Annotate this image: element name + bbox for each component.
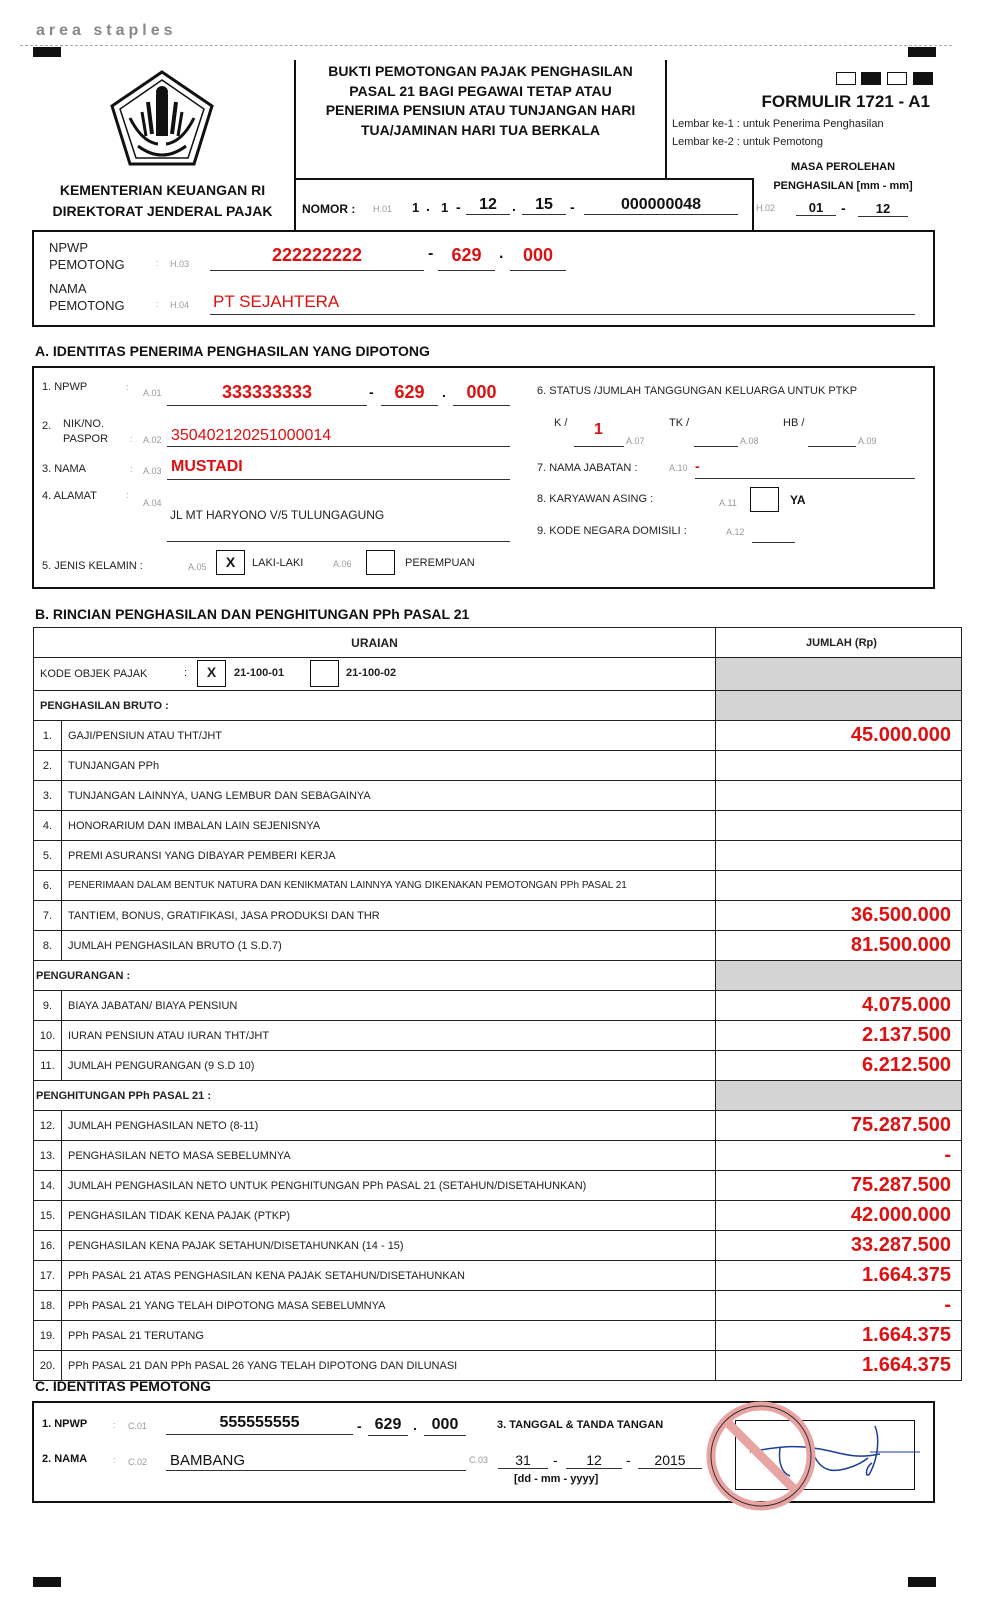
kode-colon: : [184, 667, 188, 679]
table-row [34, 751, 962, 781]
a-alamat-code: A.04 [143, 498, 162, 508]
table-row [34, 781, 962, 811]
label-line: NPWP [49, 240, 88, 255]
table-row [34, 991, 962, 1021]
a-negara-label: 9. KODE NEGARA DOMISILI : [537, 525, 687, 537]
row-number: 9. [34, 991, 62, 1021]
a-jk-female: PEREMPUAN [405, 557, 475, 569]
dot: . [512, 198, 516, 214]
row-amount[interactable] [716, 751, 962, 781]
row-label: BIAYA JABATAN/ BIAYA PENSIUN [62, 991, 716, 1021]
bruto-heading: PENGHASILAN BRUTO : [34, 691, 716, 721]
colon: : [156, 299, 159, 309]
row-label: PENGHASILAN TIDAK KENA PAJAK (PTKP) [62, 1201, 716, 1231]
row-label: JUMLAH PENGHASILAN NETO (8-11) [62, 1111, 716, 1141]
row-label: PENERIMAAN DALAM BENTUK NATURA DAN KENIKMATAN LAINNYA YANG DIKENAKAN PEMOTONGAN PPh PASAL 21 [62, 871, 716, 901]
kode-label: KODE OBJEK PAJAK [40, 668, 148, 680]
kode-1: 21-100-01 [234, 667, 285, 679]
a-tk-code: A.08 [740, 436, 759, 446]
a-nama-value[interactable]: MUSTADI [167, 458, 510, 480]
row-label: JUMLAH PENGURANGAN (9 S.D 10) [62, 1051, 716, 1081]
kode-21-100-02-checkbox[interactable] [310, 660, 339, 687]
a-npwp-code: A.01 [143, 388, 162, 398]
amount-shaded [716, 691, 962, 721]
area-staples-label: area staples [36, 22, 177, 39]
female-checkbox[interactable] [366, 550, 395, 575]
a-k-code: A.07 [626, 436, 645, 446]
row-number: 12. [34, 1111, 62, 1141]
section-c-title: C. IDENTITAS PEMOTONG [35, 1378, 212, 1394]
a-status-label: 6. STATUS /JUMLAH TANGGUNGAN KELUARGA UNTUK PTKP [537, 385, 858, 397]
corner-mark [908, 47, 936, 57]
row-number: 3. [34, 781, 62, 811]
nomor-e[interactable]: 000000048 [584, 196, 738, 215]
amount-shaded [716, 961, 962, 991]
row-label: PENGHASILAN KENA PAJAK SETAHUN/DISETAHUNKAN (14 - 15) [62, 1231, 716, 1261]
c-npwp-code: C.01 [128, 1421, 148, 1431]
table-row [34, 1231, 962, 1261]
c-date-code: C.03 [469, 1455, 489, 1465]
a-negara-underline [752, 542, 795, 543]
row-number: 19. [34, 1321, 62, 1351]
c-date-yyyy[interactable]: 2015 [638, 1452, 702, 1469]
a-jabatan-label: 7. NAMA JABATAN : [537, 462, 638, 474]
header-divider [665, 60, 667, 178]
row-label: HONORARIUM DAN IMBALAN LAIN SEJENISNYA [62, 811, 716, 841]
npwp-pemotong-code: H.03 [170, 259, 190, 269]
row-label: PPh PASAL 21 TERUTANG [62, 1321, 716, 1351]
row-number: 14. [34, 1171, 62, 1201]
a-k-label: K / [554, 417, 568, 429]
a-alamat-underline [167, 541, 510, 542]
row-number: 1. [34, 721, 62, 751]
form-title-line: PENERIMA PENSIUN ATAU TUNJANGAN HARI [325, 102, 636, 118]
a-jk-code-2: A.06 [333, 559, 352, 569]
masa-to[interactable]: 12 [858, 201, 908, 217]
dot: . [442, 384, 446, 400]
colon: : [130, 464, 133, 474]
table-row [34, 1051, 962, 1081]
a-nik-label [63, 417, 108, 447]
dash: - [553, 1452, 558, 1468]
row-number: 6. [34, 871, 62, 901]
label-line: PEMOTONG [49, 257, 125, 272]
row-amount[interactable]: 81.500.000 [716, 931, 962, 961]
a-npwp-1[interactable]: 333333333 [167, 382, 367, 406]
label-line: PASPOR [63, 433, 109, 445]
kode-objek-row [34, 658, 716, 691]
table-row [34, 931, 962, 961]
row-label: JUMLAH PENGHASILAN NETO UNTUK PENGHITUNGAN PPh PASAL 21 (SETAHUN/DISETAHUNKAN) [62, 1171, 716, 1201]
a-hb-code: A.09 [858, 436, 877, 446]
table-row [34, 1201, 962, 1231]
kode-21-100-01-checkbox[interactable]: X [197, 660, 226, 687]
form-number: FORMULIR 1721 - A1 [761, 92, 930, 111]
a-jabatan-value[interactable]: - [695, 458, 915, 479]
table-row [34, 1021, 962, 1051]
a-nama-code: A.03 [143, 466, 162, 476]
nomor-code: H.01 [373, 204, 393, 214]
dash: - [428, 245, 434, 262]
dash: - [369, 384, 374, 400]
row-amount[interactable]: 1.664.375 [716, 1321, 962, 1351]
a-nik-code: A.02 [143, 435, 162, 445]
masa-label-2: PENGHASILAN [mm - mm] [773, 180, 913, 192]
c-date-mm[interactable]: 12 [566, 1452, 622, 1469]
row-amount[interactable]: 42.000.000 [716, 1201, 962, 1231]
c-date-format: [dd - mm - yyyy] [514, 1473, 599, 1485]
c-nama-code: C.02 [128, 1457, 148, 1467]
row-label: PPh PASAL 21 DAN PPh PASAL 26 YANG TELAH DIPOTONG DAN DILUNASI [62, 1351, 716, 1381]
table-row [34, 1111, 962, 1141]
c-date-dd[interactable]: 31 [498, 1452, 548, 1469]
dash: - [626, 1452, 631, 1468]
colon: : [126, 382, 129, 392]
label-line: NAMA [49, 281, 87, 296]
a-jk-male: LAKI-LAKI [252, 557, 304, 569]
masa-from[interactable]: 01 [796, 200, 836, 216]
a-npwp-label: 1. NPWP [42, 381, 88, 393]
label-line: PEMOTONG [49, 298, 125, 313]
row-label: JUMLAH PENGHASILAN BRUTO (1 S.D.7) [62, 931, 716, 961]
foreign-employee-checkbox[interactable] [750, 487, 779, 512]
row-number: 7. [34, 901, 62, 931]
a-k-value[interactable]: 1 [594, 421, 603, 438]
table-row [34, 1171, 962, 1201]
nomor-c[interactable]: 12 [466, 196, 510, 215]
c-npwp-3[interactable]: 000 [424, 1416, 466, 1436]
row-label: PENGHASILAN NETO MASA SEBELUMNYA [62, 1141, 716, 1171]
row-amount[interactable] [716, 781, 962, 811]
table-row [34, 1321, 962, 1351]
agency-name-2: DIREKTORAT JENDERAL PAJAK [52, 203, 273, 219]
row-amount[interactable]: 1.664.375 [716, 1261, 962, 1291]
a-npwp-3[interactable]: 000 [453, 382, 510, 406]
row-number: 10. [34, 1021, 62, 1051]
col-uraian: URAIAN [34, 628, 716, 658]
row-number: 17. [34, 1261, 62, 1291]
dot: . [499, 245, 504, 262]
rincian-table [33, 627, 962, 1381]
row-amount[interactable] [716, 871, 962, 901]
table-row [34, 811, 962, 841]
nama-pemotong-label [49, 280, 125, 314]
npwp-pemotong-2[interactable]: 629 [438, 245, 495, 271]
row-amount[interactable]: 2.137.500 [716, 1021, 962, 1051]
sheet-2-note: Lembar ke-2 : untuk Pemotong [672, 136, 824, 148]
row-number: 16. [34, 1231, 62, 1261]
row-number: 18. [34, 1291, 62, 1321]
corner-mark [908, 1577, 936, 1587]
label-line: NIK/NO. [63, 418, 104, 430]
row-amount[interactable]: 1.664.375 [716, 1351, 962, 1381]
table-row [34, 871, 962, 901]
a-tk-underline [694, 446, 738, 447]
form-title-line: TUA/JAMINAN HARI TUA BERKALA [360, 121, 601, 138]
a-alamat-label: 4. ALAMAT [42, 490, 97, 502]
corner-mark [33, 1577, 61, 1587]
a-jk-label: 5. JENIS KELAMIN : [42, 560, 143, 572]
a-hb-label: HB / [783, 417, 805, 429]
nama-pemotong-value[interactable]: PT SEJAHTERA [210, 292, 915, 315]
colon: : [126, 490, 129, 500]
row-label: TUNJANGAN PPh [62, 751, 716, 781]
row-label: GAJI/PENSIUN ATAU THT/JHT [62, 721, 716, 751]
masa-code: H.02 [756, 203, 776, 213]
row-amount[interactable]: - [716, 1141, 962, 1171]
row-label: TUNJANGAN LAINNYA, UANG LEMBUR DAN SEBAGAINYA [62, 781, 716, 811]
row-number: 11. [34, 1051, 62, 1081]
male-checkbox[interactable]: X [216, 550, 245, 575]
a-k-underline [574, 446, 624, 447]
row-label: PREMI ASURANSI YANG DIBAYAR PEMBERI KERJA [62, 841, 716, 871]
row-number: 15. [34, 1201, 62, 1231]
dash: - [456, 199, 461, 215]
row-number: 20. [34, 1351, 62, 1381]
colon: : [156, 258, 159, 268]
row-number: 8. [34, 931, 62, 961]
c-npwp-2[interactable]: 629 [368, 1416, 408, 1436]
form-title-line: BUKTI PEMOTONGAN PAJAK PENGHASILAN [328, 63, 633, 79]
npwp-pemotong-1[interactable]: 222222222 [210, 245, 424, 271]
staples-rule [20, 45, 952, 46]
row-label: PPh PASAL 21 YANG TELAH DIPOTONG MASA SEBELUMNYA [62, 1291, 716, 1321]
row-number: 13. [34, 1141, 62, 1171]
nomor-b: 1 [441, 200, 449, 215]
row-amount[interactable]: - [716, 1291, 962, 1321]
row-number: 2. [34, 751, 62, 781]
row-amount[interactable]: 75.287.500 [716, 1171, 962, 1201]
section-b-title: B. RINCIAN PENGHASILAN DAN PENGHITUNGAN PPh PASAL 21 [35, 606, 470, 622]
a-jabatan-code: A.10 [669, 463, 688, 473]
c-npwp-label: 1. NPWP [42, 1418, 88, 1430]
a-nama-label: 3. NAMA [42, 463, 87, 475]
colon: : [130, 434, 133, 444]
row-amount[interactable] [716, 811, 962, 841]
masa-label-1: MASA PEROLEHAN [790, 161, 896, 173]
table-row [34, 1141, 962, 1171]
dash: - [357, 1418, 362, 1434]
table-row [34, 1291, 962, 1321]
npwp-pemotong-3[interactable]: 000 [510, 245, 566, 271]
row-label: PPh PASAL 21 ATAS PENGHASILAN KENA PAJAK SETAHUN/DISETAHUNKAN [62, 1261, 716, 1291]
no-sign-icon [705, 1400, 817, 1512]
nomor-a: 1 [412, 200, 420, 215]
table-row [34, 1261, 962, 1291]
pengurangan-heading: PENGURANGAN : [34, 961, 716, 991]
c-nama-label: 2. NAMA [42, 1453, 88, 1465]
row-number: 5. [34, 841, 62, 871]
nama-pemotong-code: H.04 [170, 300, 190, 310]
table-row [34, 901, 962, 931]
section-a-title: A. IDENTITAS PENERIMA PENGHASILAN YANG DIPOTONG [35, 343, 430, 359]
a-tk-label: TK / [669, 417, 690, 429]
colon: : [113, 1420, 116, 1430]
logo-icon [108, 68, 216, 168]
row-label: TANTIEM, BONUS, GRATIFIKASI, JASA PRODUKSI DAN THR [62, 901, 716, 931]
sheet-1-note: Lembar ke-1 : untuk Penerima Penghasilan [672, 118, 884, 130]
amount-shaded [716, 658, 962, 691]
table-row [34, 1351, 962, 1381]
dot: . [413, 1417, 417, 1433]
a-alamat-value[interactable]: JL MT HARYONO V/5 TULUNGAGUNG [170, 508, 385, 522]
a-nik-number: 2. [42, 420, 52, 432]
table-row [34, 841, 962, 871]
a-asing-label: 8. KARYAWAN ASING : [537, 493, 654, 505]
c-nama-value[interactable]: BAMBANG [166, 1452, 466, 1471]
corner-mark [33, 47, 61, 57]
a-hb-underline [808, 446, 856, 447]
header-divider [294, 178, 752, 180]
row-amount[interactable]: 75.287.500 [716, 1111, 962, 1141]
colon: : [113, 1455, 116, 1465]
dot: . [426, 198, 430, 214]
pph-heading: PENGHITUNGAN PPh PASAL 21 : [34, 1081, 716, 1111]
a-asing-ya: YA [790, 493, 806, 507]
nomor-label: NOMOR : [302, 202, 356, 216]
row-amount[interactable]: 36.500.000 [716, 901, 962, 931]
a-nik-value[interactable]: 350402120251000014 [167, 427, 510, 447]
row-amount[interactable]: 45.000.000 [716, 721, 962, 751]
agency-name-1: KEMENTERIAN KEUANGAN RI [59, 182, 266, 198]
c-ttd-label: 3. TANGGAL & TANDA TANGAN [497, 1419, 664, 1431]
table-row [34, 721, 962, 751]
row-amount[interactable]: 4.075.000 [716, 991, 962, 1021]
a-jk-code-1: A.05 [188, 562, 207, 572]
row-amount[interactable] [716, 841, 962, 871]
a-npwp-2[interactable]: 629 [381, 382, 438, 406]
row-amount[interactable]: 33.287.500 [716, 1231, 962, 1261]
kode-2: 21-100-02 [346, 667, 397, 679]
c-npwp-1[interactable]: 555555555 [166, 1414, 353, 1435]
col-jumlah: JUMLAH (Rp) [716, 628, 962, 658]
row-number: 4. [34, 811, 62, 841]
a-asing-code: A.11 [719, 498, 737, 508]
row-label: IURAN PENSIUN ATAU IURAN THT/JHT [62, 1021, 716, 1051]
dash: - [841, 200, 846, 216]
npwp-pemotong-label [49, 239, 125, 273]
dash: - [570, 199, 575, 215]
a-negara-code: A.12 [726, 527, 745, 537]
form-squares [836, 72, 936, 86]
row-amount[interactable]: 6.212.500 [716, 1051, 962, 1081]
nomor-d[interactable]: 15 [522, 196, 566, 215]
form-title [296, 62, 665, 140]
form-title-line: PASAL 21 BAGI PEGAWAI TETAP ATAU [349, 82, 612, 99]
amount-shaded [716, 1081, 962, 1111]
